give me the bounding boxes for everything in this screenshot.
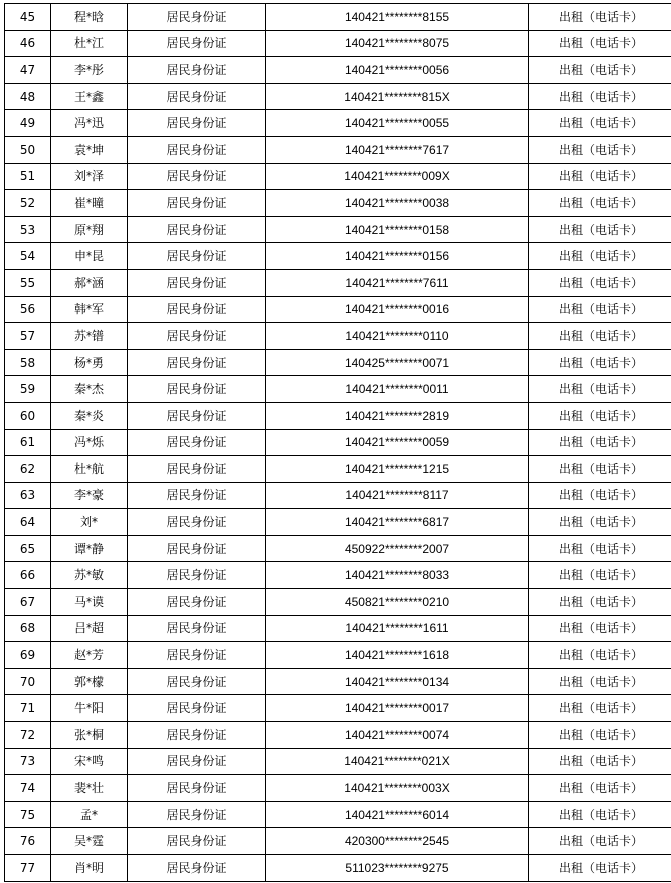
table-row <box>5 642 671 669</box>
name-cell: 吕*超 <box>51 615 128 642</box>
row-number-cell: 59 <box>5 376 51 403</box>
id-number-cell: 140421********021X <box>266 748 529 775</box>
id-number-cell: 140421********6014 <box>266 801 529 828</box>
name-cell: 原*翔 <box>51 216 128 243</box>
id-number-cell: 140421********1611 <box>266 615 529 642</box>
purpose-cell: 出租（电话卡） <box>529 376 671 403</box>
records-table <box>4 3 671 882</box>
purpose-cell: 出租（电话卡） <box>529 642 671 669</box>
id-number-cell: 140421********6817 <box>266 509 529 536</box>
purpose-cell: 出租（电话卡） <box>529 695 671 722</box>
id-type-cell: 居民身份证 <box>128 349 266 376</box>
purpose-cell: 出租（电话卡） <box>529 775 671 802</box>
name-cell: 苏*敏 <box>51 562 128 589</box>
purpose-cell: 出租（电话卡） <box>529 83 671 110</box>
name-cell: 杨*勇 <box>51 349 128 376</box>
table-row <box>5 562 671 589</box>
id-number-cell: 420300********2545 <box>266 828 529 855</box>
id-number-cell: 140421********003X <box>266 775 529 802</box>
purpose-cell: 出租（电话卡） <box>529 243 671 270</box>
name-cell: 杜*航 <box>51 456 128 483</box>
id-number-cell: 140421********0156 <box>266 243 529 270</box>
id-number-cell: 140421********2819 <box>266 402 529 429</box>
name-cell: 肖*明 <box>51 855 128 882</box>
name-cell: 秦*杰 <box>51 376 128 403</box>
id-number-cell: 140421********7611 <box>266 269 529 296</box>
purpose-cell: 出租（电话卡） <box>529 509 671 536</box>
table-row <box>5 828 671 855</box>
id-type-cell: 居民身份证 <box>128 136 266 163</box>
id-number-cell: 140421********0056 <box>266 57 529 84</box>
purpose-cell: 出租（电话卡） <box>529 402 671 429</box>
id-number-cell: 140421********815X <box>266 83 529 110</box>
name-cell: 冯*烁 <box>51 429 128 456</box>
id-type-cell: 居民身份证 <box>128 535 266 562</box>
row-number-cell: 63 <box>5 482 51 509</box>
name-cell: 吴*霆 <box>51 828 128 855</box>
name-cell: 崔*曈 <box>51 190 128 217</box>
id-type-cell: 居民身份证 <box>128 855 266 882</box>
id-number-cell: 140421********1215 <box>266 456 529 483</box>
table-row <box>5 589 671 616</box>
row-number-cell: 60 <box>5 402 51 429</box>
row-number-cell: 73 <box>5 748 51 775</box>
purpose-cell: 出租（电话卡） <box>529 855 671 882</box>
name-cell: 杜*江 <box>51 30 128 57</box>
table-row <box>5 136 671 163</box>
id-type-cell: 居民身份证 <box>128 243 266 270</box>
id-type-cell: 居民身份证 <box>128 668 266 695</box>
row-number-cell: 67 <box>5 589 51 616</box>
row-number-cell: 53 <box>5 216 51 243</box>
id-type-cell: 居民身份证 <box>128 589 266 616</box>
purpose-cell: 出租（电话卡） <box>529 323 671 350</box>
id-type-cell: 居民身份证 <box>128 296 266 323</box>
id-number-cell: 140425********0071 <box>266 349 529 376</box>
purpose-cell: 出租（电话卡） <box>529 4 671 31</box>
id-type-cell: 居民身份证 <box>128 4 266 31</box>
purpose-cell: 出租（电话卡） <box>529 269 671 296</box>
purpose-cell: 出租（电话卡） <box>529 349 671 376</box>
table-row <box>5 243 671 270</box>
id-number-cell: 140421********0011 <box>266 376 529 403</box>
purpose-cell: 出租（电话卡） <box>529 57 671 84</box>
table-row <box>5 509 671 536</box>
name-cell: 孟* <box>51 801 128 828</box>
table-row <box>5 775 671 802</box>
table-row <box>5 4 671 31</box>
name-cell: 李*豪 <box>51 482 128 509</box>
row-number-cell: 70 <box>5 668 51 695</box>
table-row <box>5 216 671 243</box>
row-number-cell: 56 <box>5 296 51 323</box>
table-row <box>5 269 671 296</box>
id-number-cell: 140421********7617 <box>266 136 529 163</box>
id-type-cell: 居民身份证 <box>128 722 266 749</box>
id-type-cell: 居民身份证 <box>128 748 266 775</box>
table-row <box>5 535 671 562</box>
row-number-cell: 68 <box>5 615 51 642</box>
name-cell: 谭*静 <box>51 535 128 562</box>
row-number-cell: 55 <box>5 269 51 296</box>
id-number-cell: 140421********0059 <box>266 429 529 456</box>
id-number-cell: 140421********0134 <box>266 668 529 695</box>
purpose-cell: 出租（电话卡） <box>529 722 671 749</box>
id-type-cell: 居民身份证 <box>128 83 266 110</box>
table-row <box>5 323 671 350</box>
id-number-cell: 140421********0110 <box>266 323 529 350</box>
table-row <box>5 190 671 217</box>
document-page <box>4 3 671 882</box>
name-cell: 牛*阳 <box>51 695 128 722</box>
purpose-cell: 出租（电话卡） <box>529 456 671 483</box>
name-cell: 刘*泽 <box>51 163 128 190</box>
row-number-cell: 71 <box>5 695 51 722</box>
row-number-cell: 76 <box>5 828 51 855</box>
id-number-cell: 140421********0017 <box>266 695 529 722</box>
id-type-cell: 居民身份证 <box>128 801 266 828</box>
table-row <box>5 748 671 775</box>
name-cell: 李*彤 <box>51 57 128 84</box>
table-row <box>5 482 671 509</box>
purpose-cell: 出租（电话卡） <box>529 801 671 828</box>
id-type-cell: 居民身份证 <box>128 509 266 536</box>
row-number-cell: 65 <box>5 535 51 562</box>
row-number-cell: 58 <box>5 349 51 376</box>
table-row <box>5 349 671 376</box>
row-number-cell: 61 <box>5 429 51 456</box>
table-row <box>5 695 671 722</box>
purpose-cell: 出租（电话卡） <box>529 589 671 616</box>
purpose-cell: 出租（电话卡） <box>529 828 671 855</box>
name-cell: 冯*迅 <box>51 110 128 137</box>
id-number-cell: 140421********0158 <box>266 216 529 243</box>
id-type-cell: 居民身份证 <box>128 695 266 722</box>
id-type-cell: 居民身份证 <box>128 642 266 669</box>
id-type-cell: 居民身份证 <box>128 269 266 296</box>
id-type-cell: 居民身份证 <box>128 163 266 190</box>
id-number-cell: 140421********0016 <box>266 296 529 323</box>
row-number-cell: 66 <box>5 562 51 589</box>
id-type-cell: 居民身份证 <box>128 30 266 57</box>
purpose-cell: 出租（电话卡） <box>529 668 671 695</box>
purpose-cell: 出租（电话卡） <box>529 216 671 243</box>
name-cell: 申*昆 <box>51 243 128 270</box>
id-type-cell: 居民身份证 <box>128 402 266 429</box>
table-row <box>5 296 671 323</box>
table-row <box>5 722 671 749</box>
table-row <box>5 801 671 828</box>
row-number-cell: 74 <box>5 775 51 802</box>
name-cell: 刘* <box>51 509 128 536</box>
row-number-cell: 54 <box>5 243 51 270</box>
id-number-cell: 140421********0038 <box>266 190 529 217</box>
name-cell: 裴*壮 <box>51 775 128 802</box>
name-cell: 袁*坤 <box>51 136 128 163</box>
id-number-cell: 450821********0210 <box>266 589 529 616</box>
name-cell: 马*谟 <box>51 589 128 616</box>
table-row <box>5 668 671 695</box>
id-type-cell: 居民身份证 <box>128 562 266 589</box>
purpose-cell: 出租（电话卡） <box>529 30 671 57</box>
table-row <box>5 57 671 84</box>
id-type-cell: 居民身份证 <box>128 110 266 137</box>
id-number-cell: 140421********8033 <box>266 562 529 589</box>
row-number-cell: 64 <box>5 509 51 536</box>
id-type-cell: 居民身份证 <box>128 323 266 350</box>
purpose-cell: 出租（电话卡） <box>529 110 671 137</box>
id-number-cell: 140421********8117 <box>266 482 529 509</box>
table-row <box>5 110 671 137</box>
id-type-cell: 居民身份证 <box>128 482 266 509</box>
id-number-cell: 450922********2007 <box>266 535 529 562</box>
row-number-cell: 51 <box>5 163 51 190</box>
id-type-cell: 居民身份证 <box>128 429 266 456</box>
table-row <box>5 429 671 456</box>
purpose-cell: 出租（电话卡） <box>529 429 671 456</box>
table-row <box>5 376 671 403</box>
purpose-cell: 出租（电话卡） <box>529 615 671 642</box>
name-cell: 秦*炎 <box>51 402 128 429</box>
id-number-cell: 140421********1618 <box>266 642 529 669</box>
name-cell: 宋*鸣 <box>51 748 128 775</box>
row-number-cell: 48 <box>5 83 51 110</box>
id-type-cell: 居民身份证 <box>128 216 266 243</box>
id-type-cell: 居民身份证 <box>128 456 266 483</box>
id-number-cell: 140421********009X <box>266 163 529 190</box>
purpose-cell: 出租（电话卡） <box>529 190 671 217</box>
id-number-cell: 511023********9275 <box>266 855 529 882</box>
row-number-cell: 57 <box>5 323 51 350</box>
name-cell: 韩*军 <box>51 296 128 323</box>
id-type-cell: 居民身份证 <box>128 376 266 403</box>
purpose-cell: 出租（电话卡） <box>529 163 671 190</box>
records-table-body <box>5 4 671 882</box>
name-cell: 张*桐 <box>51 722 128 749</box>
table-row <box>5 855 671 882</box>
id-number-cell: 140421********0074 <box>266 722 529 749</box>
row-number-cell: 72 <box>5 722 51 749</box>
purpose-cell: 出租（电话卡） <box>529 535 671 562</box>
row-number-cell: 50 <box>5 136 51 163</box>
name-cell: 赵*芳 <box>51 642 128 669</box>
purpose-cell: 出租（电话卡） <box>529 136 671 163</box>
row-number-cell: 77 <box>5 855 51 882</box>
row-number-cell: 46 <box>5 30 51 57</box>
id-number-cell: 140421********8155 <box>266 4 529 31</box>
row-number-cell: 75 <box>5 801 51 828</box>
name-cell: 郝*涵 <box>51 269 128 296</box>
id-number-cell: 140421********8075 <box>266 30 529 57</box>
table-row <box>5 456 671 483</box>
id-number-cell: 140421********0055 <box>266 110 529 137</box>
id-type-cell: 居民身份证 <box>128 190 266 217</box>
table-row <box>5 615 671 642</box>
row-number-cell: 47 <box>5 57 51 84</box>
id-type-cell: 居民身份证 <box>128 57 266 84</box>
table-row <box>5 83 671 110</box>
table-row <box>5 402 671 429</box>
purpose-cell: 出租（电话卡） <box>529 748 671 775</box>
id-type-cell: 居民身份证 <box>128 828 266 855</box>
purpose-cell: 出租（电话卡） <box>529 562 671 589</box>
id-type-cell: 居民身份证 <box>128 775 266 802</box>
row-number-cell: 52 <box>5 190 51 217</box>
table-row <box>5 30 671 57</box>
id-type-cell: 居民身份证 <box>128 615 266 642</box>
purpose-cell: 出租（电话卡） <box>529 482 671 509</box>
purpose-cell: 出租（电话卡） <box>529 296 671 323</box>
name-cell: 郭*檬 <box>51 668 128 695</box>
table-row <box>5 163 671 190</box>
row-number-cell: 69 <box>5 642 51 669</box>
row-number-cell: 62 <box>5 456 51 483</box>
name-cell: 程*晗 <box>51 4 128 31</box>
row-number-cell: 45 <box>5 4 51 31</box>
name-cell: 苏*镨 <box>51 323 128 350</box>
name-cell: 王*鑫 <box>51 83 128 110</box>
row-number-cell: 49 <box>5 110 51 137</box>
